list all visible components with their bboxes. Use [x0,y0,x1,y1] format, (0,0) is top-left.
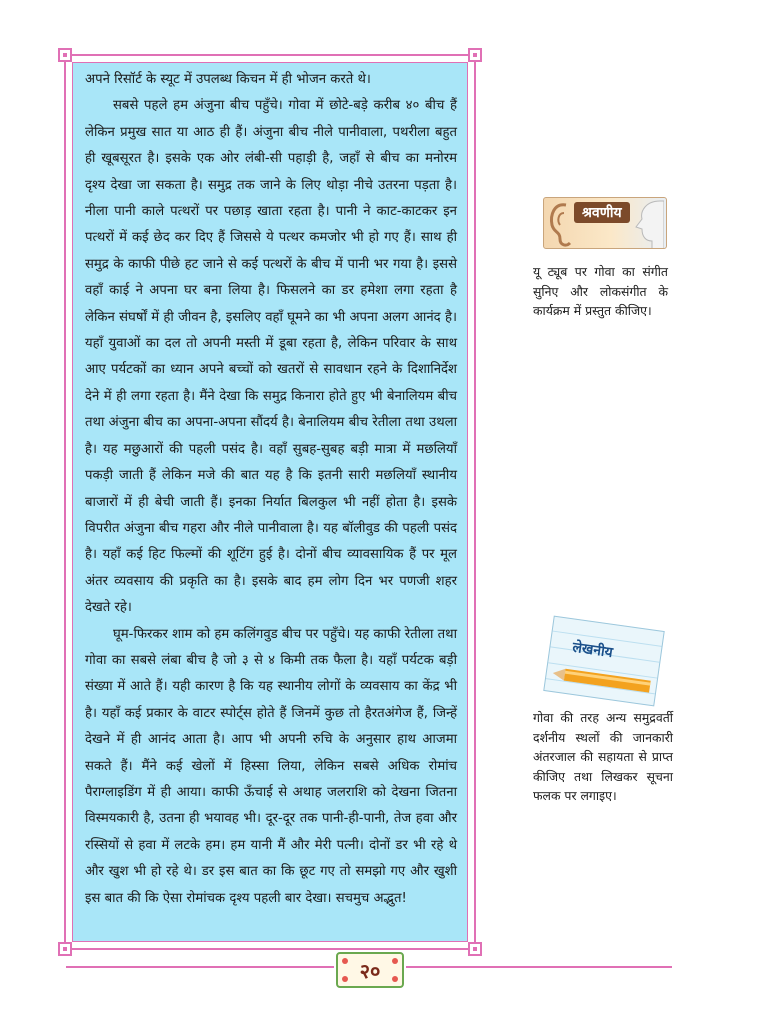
paragraph-1: अपने रिसॉर्ट के स्यूट में उपलब्ध किचन में ही भोजन करते थे। [85,72,371,87]
listening-label: श्रवणीय [574,202,630,223]
writing-instruction: गोवा की तरह अन्य समुद्रवर्ती दर्शनीय स्थलों की जानकारी अंतरजाल की सहायता से प्राप्त कीजिए तथा लिखकर सूचना फलक पर लगाइए। [533,710,673,803]
ear-icon [546,199,576,249]
page-number-frame [336,952,404,988]
writing-badge [543,616,664,707]
footer-rule-left [66,966,334,968]
speaking-head-icon [630,199,664,249]
corner-ornament [468,942,482,956]
corner-ornament [58,942,72,956]
paragraph-2: सबसे पहले हम अंजुना बीच पहुँचे। गोवा में छोटे-बड़े करीब ४० बीच हैं लेकिन प्रमुख सात या आठ ही हैं। अंजुना बीच नीले पानीवाला, पथरीला बहुत ही खूबसूरत है। इसके एक ओर लंबी-सी पहाड़ी है, जहाँ से बीच का मनोरम दृश्य देखा जा सकता है। समुद्र तक जाने के लिए थोड़ा नीचे उतरना पड़ता है। नीला पानी काले पत्थरों पर पछाड़ खाता रहता है। पानी ने काट-काटकर इन पत्थरों में कई छेद कर दिए हैं जिससे ये पत्थर कमजोर भी हो गए हैं। साथ ही समुद्र के काफी पीछे हट जाने से कई पत्थरों के बीच में पानी भर गया है। इससे वहाँ काई ने अपना घर बना लिया है। फिसलने का डर हमेशा लगा रहता है लेकिन संघर्षों में ही जीवन है, इसलिए वहाँ घूमने का भी अपना अलग आनंद है। यहाँ युवाओं का दल तो अपनी मस्ती में डूबा रहता है, लेकिन परिवार के साथ आए पर्यटकों का ध्यान अपने बच्चों को खतरों से सावधान रहने के दिशानिर्देश देने में ही लगा रहता है। मैंने देखा कि समुद्र किनारा होते हुए भी बेनालियम बीच तथा अंजुना बीच का अपना-अपना सौंदर्य है। बेनालियम बीच रेतीला तथा उथला है। यह मछुआरों की पहली पसंद है। वहाँ सुबह-सुबह बड़ी मात्रा में मछलियाँ पकड़ी जाती हैं लेकिन मजे की बात यह है कि इतनी सारी मछलियाँ स्थानीय बाजारों में ही बेची जाती हैं। इनका निर्यात बिलकुल भी नहीं होता है। इसके विपरीत अंजुना बीच गहरा और नीले पानीवाला है। यह बॉलीवुड की पहली पसंद है। यहाँ कई हिट फिल्मों की शूटिंग हुई है। दोनों बीच व्यावसायिक हैं पर मूल अंतर व्यवसाय की प्रकृति का है। इसके बाद हम लोग दिन भर पणजी शहर देखते रहे। [85,98,457,616]
corner-ornament [468,48,482,62]
listening-badge [543,197,667,249]
corner-ornament [58,48,72,62]
pencil-icon [545,660,659,699]
listening-instruction: यू ट्यूब पर गोवा का संगीत सुनिए और लोकसंगीत के कार्यक्रम में प्रस्तुत कीजिए। [533,264,668,318]
paragraph-3: घूम-फिरकर शाम को हम कलिंगवुड बीच पर पहुँचे। यह काफी रेतीला तथा गोवा का सबसे लंबा बीच है जो ३ से ४ किमी तक फैला है। यहाँ पर्यटक बड़ी संख्या में आते हैं। यही कारण है कि यह स्थानीय लोगों के व्यवसाय का केंद्र भी है। यहाँ कई प्रकार के वाटर स्पोर्ट्स होते हैं जिनमें कुछ तो हैरतअंगेज हैं, जिन्हें देखने में ही आनंद आता है। आप भी अपनी रुचि के अनुसार हाथ आजमा सकते हैं। मैंने कई खेलों में हिस्सा लिया, लेकिन सबसे अधिक रोमांच पैराग्लाइडिंग में ही आया। काफी ऊँचाई से अथाह जलराशि को देखना जितना विस्मयकारी है, उतना ही भयावह भी। दूर-दूर तक पानी-ही-पानी, तेज हवा और रस्सियों से हवा में लटके हम। हम यानी मैं और मेरी पत्नी। दोनों डर भी रहे थे और खुश भी हो रहे थे। डर इस बात का कि छूट गए तो समझो गए और खुशी इस बात की कि ऐसा रोमांचक दृश्य पहली बार देखा। सचमुच अद्भुत! [85,626,457,906]
page-number: २० [359,958,381,983]
footer-rule-right [406,966,672,968]
writing-label: लेखनीय [571,639,614,662]
main-text-panel [72,62,468,942]
